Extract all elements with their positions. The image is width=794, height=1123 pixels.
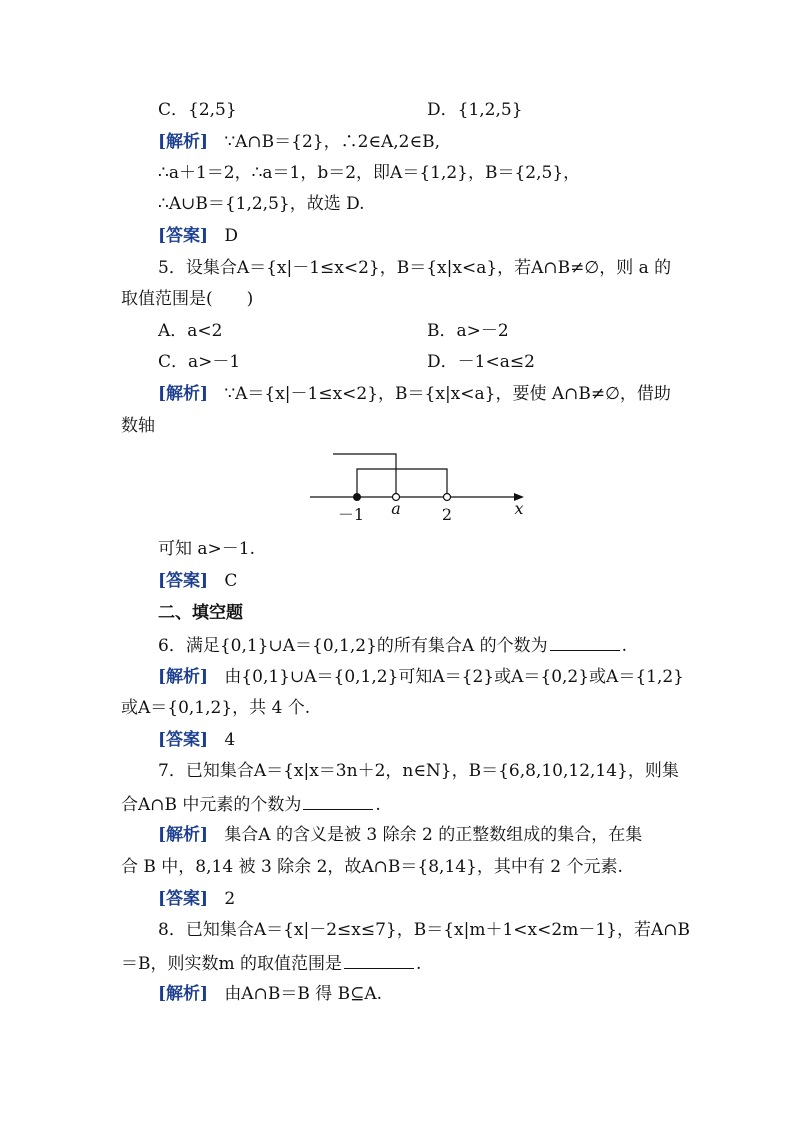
question-8: 8．已知集合A＝{x|－2≤x≤7}，B＝{x|m＋1<x<2m－1}，若A∩B	[158, 920, 690, 940]
answer-blank	[303, 791, 373, 810]
answer-line: [答案] D	[158, 226, 238, 246]
analysis-line: [解析] ∵A∩B＝{2}，∴2∈A,2∈B,	[158, 132, 440, 152]
text-line: 合 B 中，8,14 被 3 除余 2，故A∩B＝{8,14}，其中有 2 个元素.	[121, 857, 623, 877]
text-line: 可知 a>－1.	[158, 539, 256, 559]
answer-tag: [答案]	[158, 889, 209, 909]
set-a-bracket	[357, 469, 447, 493]
text-line: ∴A∪B＝{1,2,5}，故选 D.	[158, 194, 365, 214]
analysis-line: [解析] ∵A＝{x|－1≤x<2}，B＝{x|x<a}，要使 A∩B≠∅，借助	[158, 384, 671, 404]
answer-line: [答案] 4	[158, 730, 236, 750]
analysis-tag: [解析]	[158, 667, 209, 687]
option-c: C．a>－1	[158, 352, 241, 372]
text-line: ∴a＋1＝2，∴a＝1，b＝2，即A＝{1,2}，B＝{2,5}，	[158, 163, 581, 183]
text-line: 数轴	[121, 416, 155, 436]
label-a: a	[391, 499, 401, 518]
text-line: ＝B，则实数m 的取值范围是 .	[121, 950, 421, 976]
label-x: x	[514, 499, 524, 518]
analysis-line: [解析] 由{0,1}∪A＝{0,1,2}可知A＝{2}或A＝{0,2}或A＝{1,2}	[158, 667, 685, 687]
answer-tag: [答案]	[158, 226, 209, 246]
answer-line: [答案] C	[158, 571, 238, 591]
answer-line: [答案] 2	[158, 889, 236, 909]
analysis-tag: [解析]	[158, 384, 209, 404]
analysis-tag: [解析]	[158, 984, 209, 1004]
point-2	[444, 494, 451, 501]
label-neg1: －1	[337, 505, 365, 524]
point-neg1	[354, 494, 361, 501]
text-line: 或A＝{0,1,2}，共 4 个.	[121, 698, 311, 718]
question-7: 7．已知集合A＝{x|x＝3n＋2，n∈N}，B＝{6,8,10,12,14}，则集	[158, 761, 679, 781]
set-b-bracket	[333, 454, 396, 493]
question-6: 6．满足{0,1}∪A＝{0,1,2}的所有集合A 的个数为 .	[158, 632, 627, 658]
text-line: 取值范围是( )	[121, 289, 254, 309]
label-2: 2	[441, 505, 453, 524]
analysis-line: [解析] 由A∩B＝B 得 B⊆A.	[158, 984, 383, 1004]
answer-blank	[344, 950, 414, 969]
answer-blank	[550, 632, 620, 651]
question-5: 5．设集合A＝{x|－1≤x<2}，B＝{x|x<a}，若A∩B≠∅，则 a 的	[158, 258, 672, 278]
option-d: D．－1<a≤2	[427, 352, 535, 372]
text-line: 合A∩B 中元素的个数为 .	[121, 791, 381, 817]
analysis-tag: [解析]	[158, 132, 209, 152]
answer-tag: [答案]	[158, 730, 209, 750]
option-c: C．{2,5}	[158, 100, 237, 120]
option-a: A．a<2	[158, 321, 223, 341]
option-d: D．{1,2,5}	[427, 100, 523, 120]
option-b: B．a>－2	[427, 321, 509, 341]
number-line-diagram	[300, 445, 540, 525]
answer-tag: [答案]	[158, 571, 209, 591]
analysis-tag: [解析]	[158, 825, 209, 845]
section-heading: 二、填空题	[158, 603, 243, 623]
analysis-line: [解析] 集合A 的含义是被 3 除余 2 的正整数组成的集合，在集	[158, 825, 643, 845]
